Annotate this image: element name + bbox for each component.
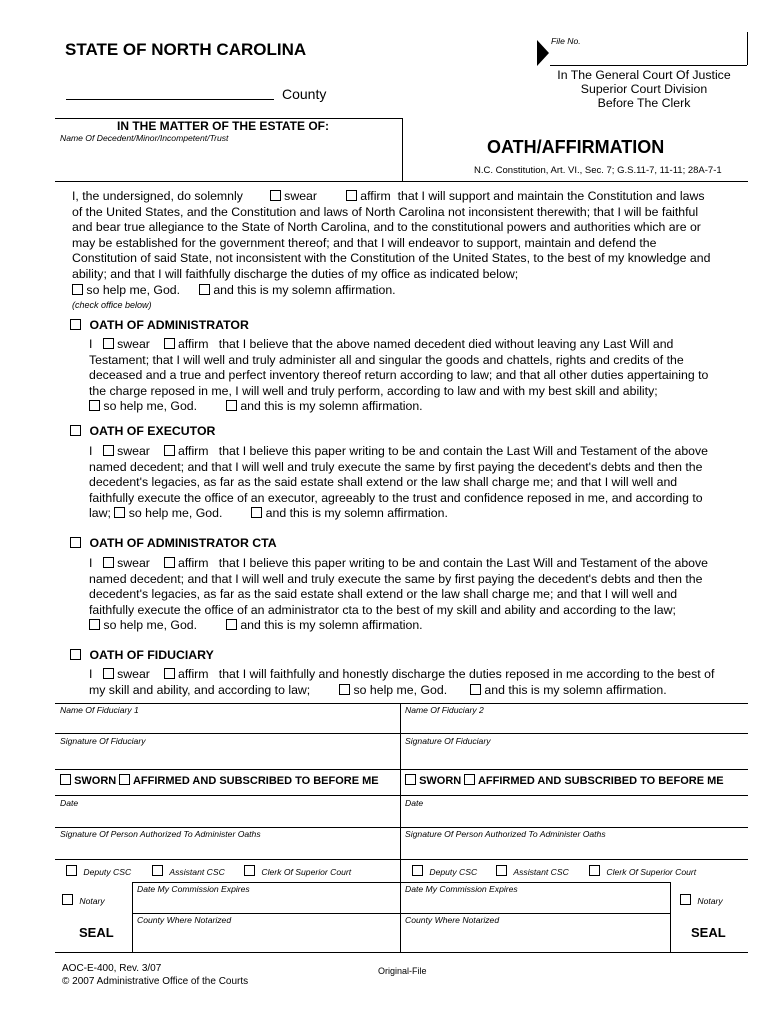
- admin-cta-swear-checkbox[interactable]: [103, 557, 114, 568]
- administrator-oath: I swear affirm that I believe that the above named decedent died without leaving any Last Will and Testament; that I will well and truly administer all and singular the goods and chattels, rights and credits of the deceased and a true and perfect inventory thereof return according to law; and that all other duties appertaining to the charge reposed in me, I will well and truly perform, according to law and with my best skill and ability; so help me, God. and this is my solemn affirmation.: [89, 337, 709, 414]
- left-clerk-checkbox[interactable]: [244, 865, 255, 876]
- left-authorized-signature-field[interactable]: [58, 840, 396, 858]
- right-authorized-signature-label: Signature Of Person Authorized To Administer Oaths: [405, 829, 606, 839]
- executor-affirm-checkbox[interactable]: [164, 445, 175, 456]
- fiduciary-swear-checkbox[interactable]: [103, 668, 114, 679]
- citation: N.C. Constitution, Art. VI., Sec. 7; G.S.11-7, 11-11; 28A-7-1: [474, 165, 722, 176]
- fiduciary1-name-label: Name Of Fiduciary 1: [60, 705, 139, 715]
- administrator-title: OATH OF ADMINISTRATOR: [89, 318, 249, 332]
- matter-title: IN THE MATTER OF THE ESTATE OF:: [117, 119, 329, 133]
- intro-god-checkbox[interactable]: [72, 284, 83, 295]
- admin-cta-solemn-checkbox[interactable]: [226, 619, 237, 630]
- administrator-solemn-checkbox[interactable]: [226, 400, 237, 411]
- left-commission-field[interactable]: [136, 895, 396, 911]
- fiduciary-oath: I swear affirm that I will faithfully and honestly discharge the duties reposed in me according to the best of my skill and ability, and according to law; so help me, God. and this is my solemn affirmation.: [89, 667, 715, 697]
- administrator-god-checkbox[interactable]: [89, 400, 100, 411]
- fiduciary1-name-field[interactable]: [58, 716, 396, 732]
- form-number: AOC-E-400, Rev. 3/07 © 2007 Administrative Office of the Courts: [62, 963, 249, 987]
- intro-oath: I, the undersigned, do solemnly swear affirm that I will support and maintain the Constitution and laws of the United States, and the Constitution and laws of North Carolina not inconsistent therewith; that I will be faithful and bear true allegiance to the State of North Carolina, and to the constitutional powers and authorities which are or may be established for the government thereof; and that I will endeavor to support, maintain and defend the Constitution of said State, not inconsistent with the Constitution of the United States, to the best of my knowledge and ability; and that I will faithfully discharge the duties of my office as indicated below; so help me, God. and this is my solemn affirmation.: [72, 189, 711, 297]
- intro-solemn-checkbox[interactable]: [199, 284, 210, 295]
- fiduciary2-name-field[interactable]: [404, 716, 744, 732]
- fiduciary2-signature-field[interactable]: [404, 747, 744, 767]
- left-authorized-signature-label: Signature Of Person Authorized To Administer Oaths: [60, 829, 261, 839]
- original-file-label: Original-File: [378, 966, 427, 976]
- right-sworn-checkbox[interactable]: [405, 774, 416, 785]
- right-date-field[interactable]: [404, 808, 744, 826]
- right-affirmed-checkbox[interactable]: [464, 774, 475, 785]
- left-county-notarized-field[interactable]: [136, 926, 396, 948]
- left-date-field[interactable]: [58, 808, 396, 826]
- admin-cta-god-checkbox[interactable]: [89, 619, 100, 630]
- fiduciary1-signature-label: Signature Of Fiduciary: [60, 736, 146, 746]
- left-county-notarized-label: County Where Notarized: [137, 915, 232, 925]
- right-notary-label: Notary: [697, 896, 723, 906]
- right-commission-field[interactable]: [404, 895, 666, 911]
- file-no-label: File No.: [551, 36, 581, 46]
- right-date-label: Date: [405, 798, 424, 808]
- right-deputy-csc-label: Deputy CSC: [429, 867, 478, 877]
- right-county-notarized-field[interactable]: [404, 926, 666, 948]
- left-deputy-csc-label: Deputy CSC: [83, 867, 132, 877]
- executor-checkbox[interactable]: [70, 425, 81, 436]
- left-notary-label: Notary: [79, 896, 105, 906]
- intro-affirm-checkbox[interactable]: [346, 190, 357, 201]
- left-assistant-csc-checkbox[interactable]: [152, 865, 163, 876]
- left-assistant-csc-label: Assistant CSC: [169, 867, 225, 877]
- admin-cta-checkbox[interactable]: [70, 537, 81, 548]
- check-office-note: (check office below): [72, 300, 152, 310]
- administrator-swear-checkbox[interactable]: [103, 338, 114, 349]
- executor-god-checkbox[interactable]: [114, 507, 125, 518]
- left-affirmed-checkbox[interactable]: [119, 774, 130, 785]
- executor-oath: I swear affirm that I believe this paper writing to be and contain the Last Will and Testament of the above named decedent; and that I will well and truly execute the same by first paying the decedent's debts and then the decedent's legacies, as far as the said estate shall extend or the law shall charge me; and that I will well and faithfully execute the office of an executor, agreeably to the trust and confidence reposed in me, and according to law; so help me, God. and this is my solemn affirmation.: [89, 444, 708, 521]
- left-deputy-csc-checkbox[interactable]: [66, 865, 77, 876]
- executor-swear-checkbox[interactable]: [103, 445, 114, 456]
- court-name: In The General Court Of Justice Superior Court Division Before The Clerk: [557, 68, 731, 110]
- right-affirmed-label: AFFIRMED AND SUBSCRIBED TO BEFORE ME: [477, 775, 724, 787]
- left-seal-label: SEAL: [79, 925, 114, 940]
- left-date-label: Date: [60, 798, 79, 808]
- fiduciary-affirm-checkbox[interactable]: [164, 668, 175, 679]
- right-assistant-csc-label: Assistant CSC: [513, 867, 569, 877]
- fiduciary1-signature-field[interactable]: [58, 747, 396, 767]
- right-seal-label: SEAL: [691, 925, 726, 940]
- file-no-arrow-icon: [537, 40, 549, 66]
- executor-title: OATH OF EXECUTOR: [89, 424, 216, 438]
- right-county-notarized-label: County Where Notarized: [405, 915, 500, 925]
- left-affirmed-label: AFFIRMED AND SUBSCRIBED TO BEFORE ME: [132, 775, 379, 787]
- right-assistant-csc-checkbox[interactable]: [496, 865, 507, 876]
- administrator-checkbox[interactable]: [70, 319, 81, 330]
- fiduciary2-name-label: Name Of Fiduciary 2: [405, 705, 484, 715]
- file-no-line[interactable]: [550, 65, 747, 66]
- fiduciary-solemn-checkbox[interactable]: [470, 684, 481, 695]
- admin-cta-affirm-checkbox[interactable]: [164, 557, 175, 568]
- county-label: County: [282, 86, 327, 102]
- form-title: OATH/AFFIRMATION: [487, 137, 665, 157]
- state-title: STATE OF NORTH CAROLINA: [65, 40, 307, 59]
- fiduciary2-signature-label: Signature Of Fiduciary: [405, 736, 491, 746]
- left-notary-checkbox[interactable]: [62, 894, 73, 905]
- right-deputy-csc-checkbox[interactable]: [412, 865, 423, 876]
- fiduciary-checkbox[interactable]: [70, 649, 81, 660]
- intro-swear-checkbox[interactable]: [270, 190, 281, 201]
- estate-name-field[interactable]: [60, 146, 395, 178]
- left-sworn-label: SWORN: [74, 775, 117, 787]
- fiduciary-title: OATH OF FIDUCIARY: [89, 648, 214, 662]
- executor-solemn-checkbox[interactable]: [251, 507, 262, 518]
- right-sworn-label: SWORN: [419, 775, 462, 787]
- matter-subtitle: Name Of Decedent/Minor/Incompetent/Trust: [60, 133, 229, 143]
- left-clerk-label: Clerk Of Superior Court: [261, 867, 352, 877]
- left-sworn-checkbox[interactable]: [60, 774, 71, 785]
- fiduciary-god-checkbox[interactable]: [339, 684, 350, 695]
- administrator-affirm-checkbox[interactable]: [164, 338, 175, 349]
- right-notary-checkbox[interactable]: [680, 894, 691, 905]
- right-commission-label: Date My Commission Expires: [405, 884, 518, 894]
- right-clerk-label: Clerk Of Superior Court: [606, 867, 697, 877]
- admin-cta-oath: I swear affirm that I believe this paper writing to be and contain the Last Will and Testament of the above named decedent; and that I will well and truly execute the same by first paying the decedent's debts and then the decedent's legacies, as far as the said estate shall extend or the law shall charge me; and that I will well and faithfully execute the office of an administrator cta to the best of my skill and ability and according to the law; so help me, God. and this is my solemn affirmation.: [89, 556, 708, 633]
- admin-cta-title: OATH OF ADMINISTRATOR CTA: [89, 536, 277, 550]
- county-line[interactable]: [66, 99, 274, 100]
- right-clerk-checkbox[interactable]: [589, 865, 600, 876]
- right-authorized-signature-field[interactable]: [404, 840, 744, 858]
- left-commission-label: Date My Commission Expires: [137, 884, 250, 894]
